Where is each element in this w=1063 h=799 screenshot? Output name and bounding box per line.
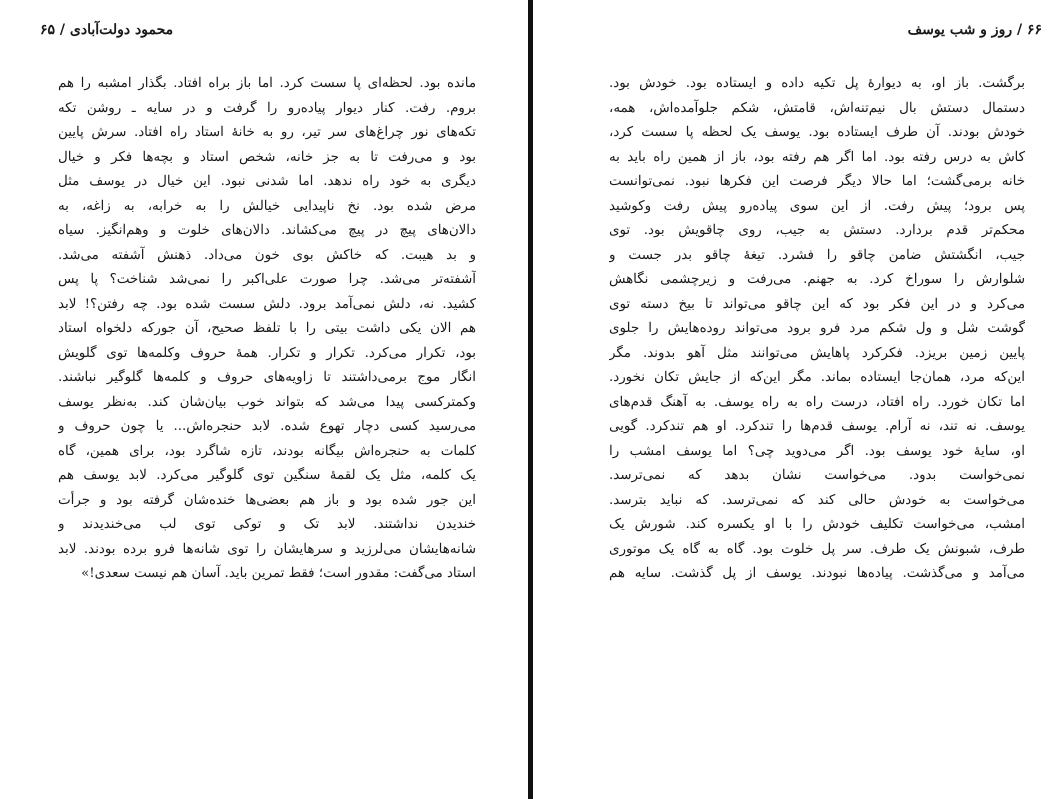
text-line: می‌کرد و در این فکر بود که این چاقو می‌تواند تا بیخ دسته توی xyxy=(609,296,1025,312)
text-line: کشید. نه، دلش نمی‌آمد برود. دلش سست شده بود. چه رفتن؟! لابد xyxy=(58,296,476,312)
text-line: مانده بود. لحظه‌ای پا سست کرد. اما باز براه افتاد. بگذار امشبه را هم xyxy=(58,76,476,91)
text-line: تکه‌های نور چراغ‌های سر تیر، رو به خانهٔ استاد راه افتاد. سرش پایین xyxy=(58,125,476,140)
text-line: جیب، انگشتش ضامن چاقو را فشرد. تیغهٔ چاقو بدر جست و xyxy=(609,247,1025,263)
left-running-head: محمود دولت‌آبادی / ۶۵ xyxy=(40,22,174,38)
text-line: آشفته‌تر می‌شد. چرا صورت علی‌اکبر را نمی‌شد شناخت؟ پا پس xyxy=(58,272,476,287)
text-line: شلوارش را سوراخ کرد. به جهنم. می‌رفت و زیرچشمی نگاهش xyxy=(609,272,1025,287)
left-page xyxy=(0,0,528,799)
text-line: کاش به درس رفته بود. اما اگر هم رفته بود، باز از همین راه باید به xyxy=(609,149,1025,165)
text-line: مرض شده بود. نخ ناپیدایی خیالش را به خرابه، به زاغه، به xyxy=(58,198,476,214)
text-line: یک کلمه، مثل یک لقمهٔ سنگین توی گلوگیر می‌کرد. لابد یوسف هم xyxy=(58,468,476,483)
text-line: این جور شده بود و باز هم بعضی‌ها خنده‌شان گرفته بود و جرأت xyxy=(58,492,476,508)
text-line: استاد می‌گفت: مقدور است؛ فقط تمرین باید. آسان هم نیست سعدی!» xyxy=(81,566,476,581)
text-line: دالان‌های پیچ در پیچ می‌کشاند. دالان‌های خلوت و وهم‌انگیز. سیاه xyxy=(58,223,476,238)
right-running-head: ۶۶ / روز و شب یوسف xyxy=(907,22,1042,38)
text-line: این‌که مرد، همان‌جا ایستاده بماند. مگر این‌که از جایش تکان نخورد. xyxy=(609,370,1025,385)
text-line: بروم. رفت. کنار دیوار پیاده‌رو را گرفت و در سایه ـ روشن تکه xyxy=(58,100,476,116)
text-line: دستمال دستش بال نیم‌تنه‌اش، قامتش، شکم جلوآمده‌اش، همه، xyxy=(609,100,1025,116)
text-line: بود، تکرار می‌کرد. تکرار و تکرار. همهٔ حروف وکلمه‌ها توی گلویش xyxy=(58,345,476,361)
text-line: اما تکان خورد. راه افتاد، درست راه به راه یوسف. به آهنگ قدم‌های xyxy=(609,394,1025,410)
text-line: گوشت شل و ول شکم مرد فرو برود می‌تواند روده‌هایش را جلوی xyxy=(609,321,1025,336)
right-page xyxy=(533,0,1063,799)
text-line: امشب، می‌خواست تکلیف خودش را با او یکسره کند. شورش یک xyxy=(609,517,1025,532)
left-body-text xyxy=(58,72,476,587)
text-line: و بد هیبت. که خاکش بوی خون می‌داد. ذهنش آشفته می‌شد. xyxy=(58,247,476,263)
text-line: نمی‌خواست بدود. می‌خواست نشان بدهد که نمی‌ترسد. xyxy=(609,468,1025,483)
text-line: خندیدن نداشتند. لابد تک و توکی توی لب می‌خندیدند و xyxy=(58,517,476,532)
text-line: شانه‌هایشان می‌لرزید و سرهایشان را توی شانه‌ها فرو برده بودند. لابد xyxy=(58,541,476,557)
right-body-text xyxy=(609,72,1025,587)
text-line: پایین زمین بریزد. فکرکرد پاهایش می‌توانند مثل آهو بدوند. مگر xyxy=(609,345,1025,361)
text-line: هم الان یکی داشت بیتی را با تلفظ صحیح، آن جورکه دلخواه استاد xyxy=(58,321,476,336)
text-line: دیگری به خود راه ندهد. اما شدنی نبود. این خیال در یوسف مثل xyxy=(58,174,476,189)
text-line: کلمات به حنجره‌اش بیگانه بودند، تازه شاگرد بود، برای همین، گاه xyxy=(58,443,476,459)
text-line: می‌رسید کسی دچار تهوع شده. لابد حنجره‌اش... یا چون حروف و xyxy=(58,419,476,434)
text-line: برگشت. باز او، به دیوارهٔ پل تکیه داده و ایستاده بود. خودش بود. xyxy=(609,76,1025,91)
text-line: او، سایهٔ خود یوسف بود. اگر می‌دوید چی؟ اما یوسف امشب را xyxy=(609,443,1025,459)
text-line: یوسف. نه تند، نه آرام. یوسف قدم‌ها را تندکرد. او هم تندکرد. گویی xyxy=(609,419,1025,434)
text-line: وکمترکسی پیدا می‌شد که بتواند خوب بیان‌شان کند. به‌نظر یوسف xyxy=(58,394,476,410)
text-line: پس برود؛ پیش رفت. از این سوی پیاده‌رو پیش رفت وکوشید xyxy=(609,198,1025,214)
text-line: طرف، شبونش یک طرف. سر پل خلوت بود. گاه به گاه یک موتوری xyxy=(609,541,1025,557)
text-line: محکم‌تر قدم بردارد. دستش به جیب، روی چاقویش بود. توی xyxy=(609,223,1025,238)
text-line: بود و می‌رفت تا به جز خانه، شخص استاد و بچه‌ها فکر و خیال xyxy=(58,149,476,165)
text-line: انگار موج برمی‌داشتند تا زاویه‌های حروف و کلمه‌ها گلوگیر نباشند. xyxy=(58,370,476,385)
text-line: خانه برمی‌گشت؛ اما حالا دیگر فرصت این فکرها نبود. نمی‌توانست xyxy=(609,174,1025,189)
text-line: خودش بودند. آن طرف ایستاده بود. یوسف یک لحظه پا سست کرد، xyxy=(609,125,1025,140)
text-line: می‌آمد و می‌گذشت. پیاده‌ها نبودند. یوسف از پل گذشت. سایه هم xyxy=(609,566,1025,581)
text-line: می‌خواست به خودش حالی کند که نمی‌ترسد. که نباید بترسد. xyxy=(609,492,1025,508)
